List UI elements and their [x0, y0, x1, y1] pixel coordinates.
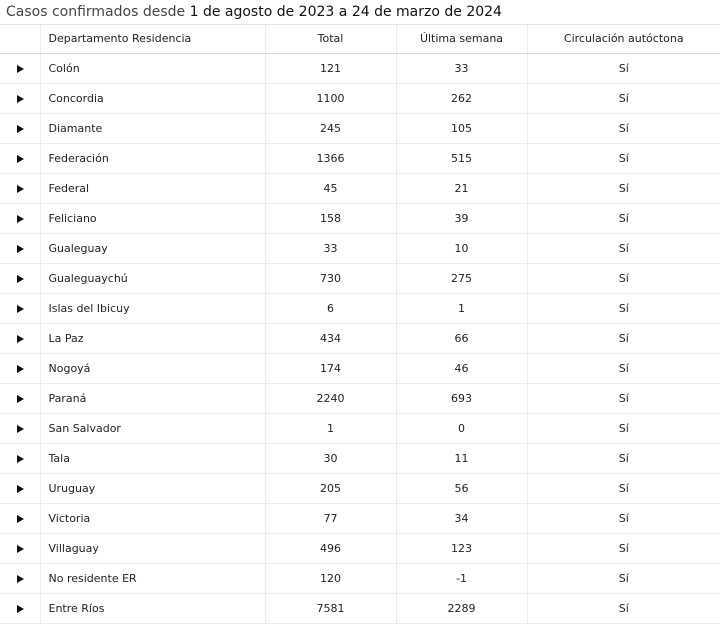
- cell-ultima-semana: 33: [396, 54, 527, 84]
- expander-header: [0, 25, 40, 54]
- cell-circulacion: Sí: [527, 84, 720, 114]
- cell-departamento: Gualeguay: [40, 234, 265, 264]
- cell-departamento: Diamante: [40, 114, 265, 144]
- cell-departamento: Paraná: [40, 384, 265, 414]
- cell-circulacion: Sí: [527, 324, 720, 354]
- cell-ultima-semana: 66: [396, 324, 527, 354]
- row-expander[interactable]: [0, 294, 40, 324]
- cell-ultima-semana: 21: [396, 174, 527, 204]
- cell-circulacion: Sí: [527, 354, 720, 384]
- expand-triangle-icon[interactable]: [17, 545, 24, 553]
- row-expander[interactable]: [0, 504, 40, 534]
- cell-departamento: Uruguay: [40, 474, 265, 504]
- expand-triangle-icon[interactable]: [17, 185, 24, 193]
- cell-departamento: Nogoyá: [40, 354, 265, 384]
- table-row[interactable]: [0, 54, 720, 84]
- table-row[interactable]: [0, 324, 720, 354]
- cell-ultima-semana: 10: [396, 234, 527, 264]
- cell-total: 1100: [265, 84, 396, 114]
- table-row[interactable]: [0, 564, 720, 594]
- cell-ultima-semana: 46: [396, 354, 527, 384]
- cell-total: 730: [265, 264, 396, 294]
- row-expander[interactable]: [0, 264, 40, 294]
- expand-triangle-icon[interactable]: [17, 245, 24, 253]
- cell-circulacion: Sí: [527, 414, 720, 444]
- cell-circulacion: Sí: [527, 174, 720, 204]
- date-to: 24 de marzo de 2024: [351, 4, 502, 20]
- cell-total: 1366: [265, 144, 396, 174]
- expand-triangle-icon[interactable]: [17, 485, 24, 493]
- column-header-circulacion[interactable]: Circulación autóctona: [527, 25, 720, 54]
- column-header-total[interactable]: Total: [265, 25, 396, 54]
- row-expander[interactable]: [0, 54, 40, 84]
- table-row[interactable]: [0, 504, 720, 534]
- cell-departamento: Federal: [40, 174, 265, 204]
- cell-total: 205: [265, 474, 396, 504]
- expand-triangle-icon[interactable]: [17, 605, 24, 613]
- cell-circulacion: Sí: [527, 204, 720, 234]
- cell-circulacion: Sí: [527, 534, 720, 564]
- row-expander[interactable]: [0, 174, 40, 204]
- row-expander[interactable]: [0, 564, 40, 594]
- table-row[interactable]: [0, 594, 720, 624]
- cell-circulacion: Sí: [527, 54, 720, 84]
- cell-ultima-semana: 105: [396, 114, 527, 144]
- cell-ultima-semana: 515: [396, 144, 527, 174]
- cell-ultima-semana: 123: [396, 534, 527, 564]
- cell-total: 245: [265, 114, 396, 144]
- table-row[interactable]: [0, 444, 720, 474]
- row-expander[interactable]: [0, 144, 40, 174]
- cell-ultima-semana: -1: [396, 564, 527, 594]
- cell-ultima-semana: 275: [396, 264, 527, 294]
- cell-total: 496: [265, 534, 396, 564]
- cell-ultima-semana: 262: [396, 84, 527, 114]
- row-expander[interactable]: [0, 384, 40, 414]
- cell-departamento: Tala: [40, 444, 265, 474]
- table-row[interactable]: [0, 144, 720, 174]
- table-header-row: [0, 25, 720, 54]
- cell-total: 33: [265, 234, 396, 264]
- expand-triangle-icon[interactable]: [17, 155, 24, 163]
- cell-ultima-semana: 0: [396, 414, 527, 444]
- cases-table: [0, 24, 720, 624]
- row-expander[interactable]: [0, 204, 40, 234]
- row-expander[interactable]: [0, 534, 40, 564]
- cell-departamento: Feliciano: [40, 204, 265, 234]
- table-row[interactable]: [0, 384, 720, 414]
- row-expander[interactable]: [0, 354, 40, 384]
- table-row[interactable]: [0, 354, 720, 384]
- date-from: 1 de agosto de 2023: [189, 4, 335, 20]
- cell-circulacion: Sí: [527, 474, 720, 504]
- cell-circulacion: Sí: [527, 444, 720, 474]
- expand-triangle-icon[interactable]: [17, 425, 24, 433]
- cell-total: 174: [265, 354, 396, 384]
- row-expander[interactable]: [0, 84, 40, 114]
- expand-triangle-icon[interactable]: [17, 515, 24, 523]
- cell-total: 30: [265, 444, 396, 474]
- column-header-ultima-semana[interactable]: Última semana: [396, 25, 527, 54]
- row-expander[interactable]: [0, 444, 40, 474]
- cell-departamento: Victoria: [40, 504, 265, 534]
- expand-triangle-icon[interactable]: [17, 125, 24, 133]
- cell-ultima-semana: 56: [396, 474, 527, 504]
- cell-total: 121: [265, 54, 396, 84]
- cell-departamento: Entre Ríos: [40, 594, 265, 624]
- cell-departamento: La Paz: [40, 324, 265, 354]
- cell-circulacion: Sí: [527, 234, 720, 264]
- cell-total: 6: [265, 294, 396, 324]
- table-row[interactable]: [0, 414, 720, 444]
- expand-triangle-icon[interactable]: [17, 335, 24, 343]
- cell-circulacion: Sí: [527, 594, 720, 624]
- expand-triangle-icon[interactable]: [17, 365, 24, 373]
- title-connector: a: [338, 4, 348, 20]
- row-expander[interactable]: [0, 114, 40, 144]
- cell-departamento: San Salvador: [40, 414, 265, 444]
- row-expander[interactable]: [0, 234, 40, 264]
- expand-triangle-icon[interactable]: [17, 65, 24, 73]
- table-row[interactable]: [0, 264, 720, 294]
- cell-departamento: Concordia: [40, 84, 265, 114]
- table-row[interactable]: [0, 174, 720, 204]
- cell-ultima-semana: 39: [396, 204, 527, 234]
- row-expander[interactable]: [0, 414, 40, 444]
- cell-circulacion: Sí: [527, 384, 720, 414]
- cell-ultima-semana: 693: [396, 384, 527, 414]
- page-title: [6, 2, 502, 24]
- expand-triangle-icon[interactable]: [17, 95, 24, 103]
- expand-triangle-icon[interactable]: [17, 275, 24, 283]
- table-row[interactable]: [0, 534, 720, 564]
- cell-departamento: No residente ER: [40, 564, 265, 594]
- cell-total: 77: [265, 504, 396, 534]
- cell-total: 120: [265, 564, 396, 594]
- cell-departamento: Colón: [40, 54, 265, 84]
- table-row[interactable]: [0, 294, 720, 324]
- cell-ultima-semana: 2289: [396, 594, 527, 624]
- table-row[interactable]: [0, 114, 720, 144]
- cell-total: 158: [265, 204, 396, 234]
- cell-circulacion: Sí: [527, 294, 720, 324]
- table-row[interactable]: [0, 84, 720, 114]
- cell-circulacion: Sí: [527, 504, 720, 534]
- cell-ultima-semana: 11: [396, 444, 527, 474]
- cell-departamento: Villaguay: [40, 534, 265, 564]
- cell-circulacion: Sí: [527, 264, 720, 294]
- cell-circulacion: Sí: [527, 114, 720, 144]
- cell-departamento: Islas del Ibicuy: [40, 294, 265, 324]
- cell-ultima-semana: 34: [396, 504, 527, 534]
- cell-total: 7581: [265, 594, 396, 624]
- cell-total: 434: [265, 324, 396, 354]
- cell-total: 1: [265, 414, 396, 444]
- expand-triangle-icon[interactable]: [17, 395, 24, 403]
- expand-triangle-icon[interactable]: [17, 455, 24, 463]
- column-header-departamento[interactable]: Departamento Residencia: [40, 25, 265, 54]
- table-row[interactable]: [0, 234, 720, 264]
- cell-circulacion: Sí: [527, 144, 720, 174]
- table-row[interactable]: [0, 474, 720, 504]
- cell-total: 45: [265, 174, 396, 204]
- cell-departamento: Federación: [40, 144, 265, 174]
- expand-triangle-icon[interactable]: [17, 305, 24, 313]
- cell-circulacion: Sí: [527, 564, 720, 594]
- expand-triangle-icon[interactable]: [17, 215, 24, 223]
- cell-ultima-semana: 1: [396, 294, 527, 324]
- expand-triangle-icon[interactable]: [17, 575, 24, 583]
- row-expander[interactable]: [0, 324, 40, 354]
- title-prefix: Casos confirmados desde: [6, 4, 186, 20]
- row-expander[interactable]: [0, 474, 40, 504]
- cell-departamento: Gualeguaychú: [40, 264, 265, 294]
- cases-table-container: [0, 24, 684, 615]
- cell-total: 2240: [265, 384, 396, 414]
- table-row[interactable]: [0, 204, 720, 234]
- row-expander[interactable]: [0, 594, 40, 624]
